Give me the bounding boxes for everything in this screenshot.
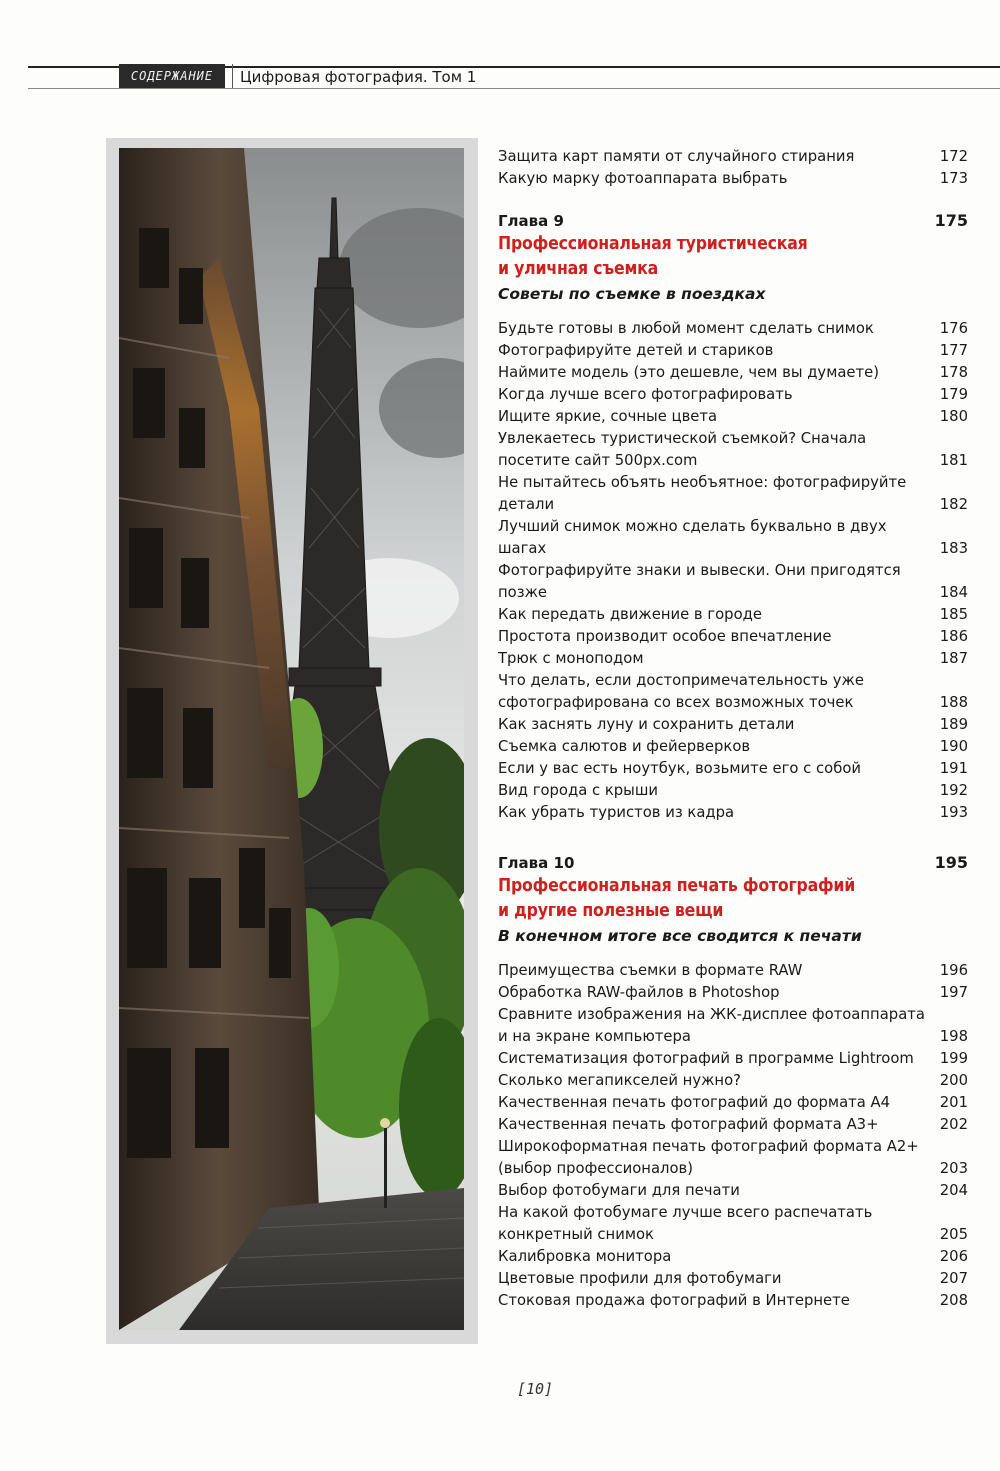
toc-entry[interactable]	[498, 758, 968, 780]
toc-entry[interactable]	[498, 168, 968, 190]
toc-entry[interactable]	[498, 714, 968, 736]
toc-entry-page: 190	[939, 738, 968, 755]
toc-entry-title: Съемка салютов и фейерверков	[498, 738, 751, 755]
table-of-contents	[498, 146, 968, 1312]
toc-entry-title: Трюк с моноподом	[498, 650, 644, 667]
toc-entry-page: 206	[939, 1248, 968, 1265]
chapter-title-line1: Профессиональная печать фотографий	[498, 876, 856, 896]
toc-entry[interactable]	[498, 982, 968, 1004]
toc-entry-page: 177	[939, 342, 968, 359]
toc-entry[interactable]	[498, 1048, 968, 1070]
toc-entry-title: Качественная печать фотографий формата А3+	[498, 1116, 879, 1133]
toc-entry[interactable]	[498, 1070, 968, 1092]
chapter-label: Глава 10	[498, 854, 575, 872]
toc-entry-page: 202	[939, 1116, 968, 1133]
toc-entry-title: Как убрать туристов из кадра	[498, 804, 735, 821]
toc-entry-title: Широкоформатная печать фотографий формата А2+ (выбор профессионалов)	[498, 1138, 919, 1177]
toc-entry-title: Не пытайтесь объять необъятное: фотографируйте детали	[498, 474, 907, 513]
toc-entry[interactable]	[498, 1092, 968, 1114]
toc-entry[interactable]	[498, 1004, 968, 1048]
toc-entry-page: 197	[939, 984, 968, 1001]
toc-entry-title: Калибровка монитора	[498, 1248, 672, 1265]
chapter-9-entries	[498, 318, 968, 824]
section-tag: СОДЕРЖАНИЕ	[119, 64, 225, 88]
toc-entry-title: Наймите модель (это дешевле, чем вы думаете)	[498, 364, 880, 381]
toc-entry[interactable]	[498, 1290, 968, 1312]
toc-entry-title: Как передать движение в городе	[498, 606, 762, 623]
toc-entry[interactable]	[498, 1268, 968, 1290]
toc-entry[interactable]	[498, 318, 968, 340]
toc-entry[interactable]	[498, 1114, 968, 1136]
toc-entry-page: 201	[939, 1094, 968, 1111]
toc-entry[interactable]	[498, 1180, 968, 1202]
toc-entry-page: 188	[939, 694, 968, 711]
toc-entry[interactable]	[498, 736, 968, 758]
toc-entry-title: На какой фотобумаге лучше всего распечатать конкретный снимок	[498, 1204, 873, 1243]
chapter-label: Глава 9	[498, 212, 564, 230]
toc-entry-page: 181	[939, 452, 968, 469]
toc-entry-page: 183	[939, 540, 968, 557]
toc-entry[interactable]	[498, 626, 968, 648]
toc-entry[interactable]	[498, 406, 968, 428]
toc-entry-title: Что делать, если достопримечательность уже сфотографирована со всех возможных точек	[498, 672, 864, 711]
toc-entry-title: Какую марку фотоаппарата выбрать	[498, 170, 788, 187]
toc-entry-page: 185	[939, 606, 968, 623]
toc-entry-page: 196	[939, 962, 968, 979]
toc-entry-page: 184	[939, 584, 968, 601]
toc-entry-title: Фотографируйте детей и стариков	[498, 342, 774, 359]
header-divider	[232, 64, 233, 88]
header-rule-thin	[28, 88, 1000, 89]
toc-entry[interactable]	[498, 516, 968, 560]
eiffel-tower-street-photo	[106, 138, 478, 1344]
toc-entry[interactable]	[498, 340, 968, 362]
toc-entry[interactable]	[498, 802, 968, 824]
chapter-page: 195	[934, 853, 968, 872]
toc-entry-title: Стоковая продажа фотографий в Интернете	[498, 1292, 850, 1309]
toc-entry-page: 172	[939, 148, 968, 165]
toc-entry-page: 191	[939, 760, 968, 777]
toc-entry-page: 186	[939, 628, 968, 645]
toc-entry-title: Сколько мегапикселей нужно?	[498, 1072, 741, 1089]
toc-entry-title: Когда лучше всего фотографировать	[498, 386, 793, 403]
toc-entry-page: 208	[939, 1292, 968, 1309]
toc-entry[interactable]	[498, 1246, 968, 1268]
chapter-page: 175	[934, 211, 968, 230]
toc-entry-title: Защита карт памяти от случайного стирания	[498, 148, 855, 165]
book-title: Цифровая фотография. Том 1	[240, 68, 477, 86]
toc-entry-page: 192	[939, 782, 968, 799]
toc-entry-page: 199	[939, 1050, 968, 1067]
toc-entry-title: Цветовые профили для фотобумаги	[498, 1270, 782, 1287]
toc-entry-page: 203	[939, 1160, 968, 1177]
toc-entry-page: 200	[939, 1072, 968, 1089]
toc-entry[interactable]	[498, 780, 968, 802]
toc-entry-title: Обработка RAW-файлов в Photoshop	[498, 984, 780, 1001]
toc-entry-page: 193	[939, 804, 968, 821]
chapter-subtitle: В конечном итоге все сводится к печати	[498, 927, 862, 945]
toc-entry-title: Фотографируйте знаки и вывески. Они пригодятся позже	[498, 562, 901, 601]
chapter-10-heading[interactable]	[498, 852, 968, 874]
photo-illustration	[119, 148, 464, 1330]
toc-entry[interactable]	[498, 648, 968, 670]
toc-entry-title: Выбор фотобумаги для печати	[498, 1182, 740, 1199]
toc-entry[interactable]	[498, 604, 968, 626]
chapter-title-line2: и другие полезные вещи	[498, 901, 724, 921]
toc-entry-page: 205	[939, 1226, 968, 1243]
toc-entry-page: 179	[939, 386, 968, 403]
toc-entry-title: Лучший снимок можно сделать буквально в двух шагах	[498, 518, 887, 557]
chapter-9-heading[interactable]	[498, 210, 968, 232]
toc-entry-title: Ищите яркие, сочные цвета	[498, 408, 718, 425]
toc-entry-page: 180	[939, 408, 968, 425]
toc-entry[interactable]	[498, 1136, 968, 1180]
chapter-title-line2: и уличная съемка	[498, 259, 659, 279]
toc-entry-page: 198	[939, 1028, 968, 1045]
toc-entry-title: Систематизация фотографий в программе Lightroom	[498, 1050, 914, 1067]
toc-entry[interactable]	[498, 960, 968, 982]
page-number: [10]	[516, 1380, 554, 1398]
toc-entry-page: 173	[939, 170, 968, 187]
toc-entry-title: Преимущества съемки в формате RAW	[498, 962, 803, 979]
toc-entry[interactable]	[498, 670, 968, 714]
toc-entry-page: 207	[939, 1270, 968, 1287]
toc-entry[interactable]	[498, 384, 968, 406]
toc-entry[interactable]	[498, 560, 968, 604]
toc-entry[interactable]	[498, 362, 968, 384]
toc-entry-title: Качественная печать фотографий до формата А4	[498, 1094, 891, 1111]
toc-entry-title: Как заснять луну и сохранить детали	[498, 716, 795, 733]
toc-entry-page: 176	[939, 320, 968, 337]
toc-entry-page: 178	[939, 364, 968, 381]
toc-entry[interactable]	[498, 472, 968, 516]
toc-entry[interactable]	[498, 146, 968, 168]
toc-entry[interactable]	[498, 1202, 968, 1246]
toc-entry-page: 187	[939, 650, 968, 667]
toc-entry-title: Будьте готовы в любой момент сделать снимок	[498, 320, 874, 337]
chapter-10-entries	[498, 960, 968, 1312]
toc-entry-title: Сравните изображения на ЖК-дисплее фотоаппарата и на экране компьютера	[498, 1006, 925, 1045]
toc-entry-title: Вид города с крыши	[498, 782, 658, 799]
toc-entry-title: Простота производит особое впечатление	[498, 628, 832, 645]
chapter-subtitle: Советы по съемке в поездках	[498, 285, 766, 303]
toc-entry-page: 182	[939, 496, 968, 513]
toc-entry-title: Если у вас есть ноутбук, возьмите его с собой	[498, 760, 861, 777]
toc-entry-page: 204	[939, 1182, 968, 1199]
chapter-title-line1: Профессиональная туристическая	[498, 234, 808, 254]
toc-entry-title: Увлекаетесь туристической съемкой? Сначала посетите сайт 500px.com	[498, 430, 867, 469]
toc-entry[interactable]	[498, 428, 968, 472]
toc-entry-page: 189	[939, 716, 968, 733]
